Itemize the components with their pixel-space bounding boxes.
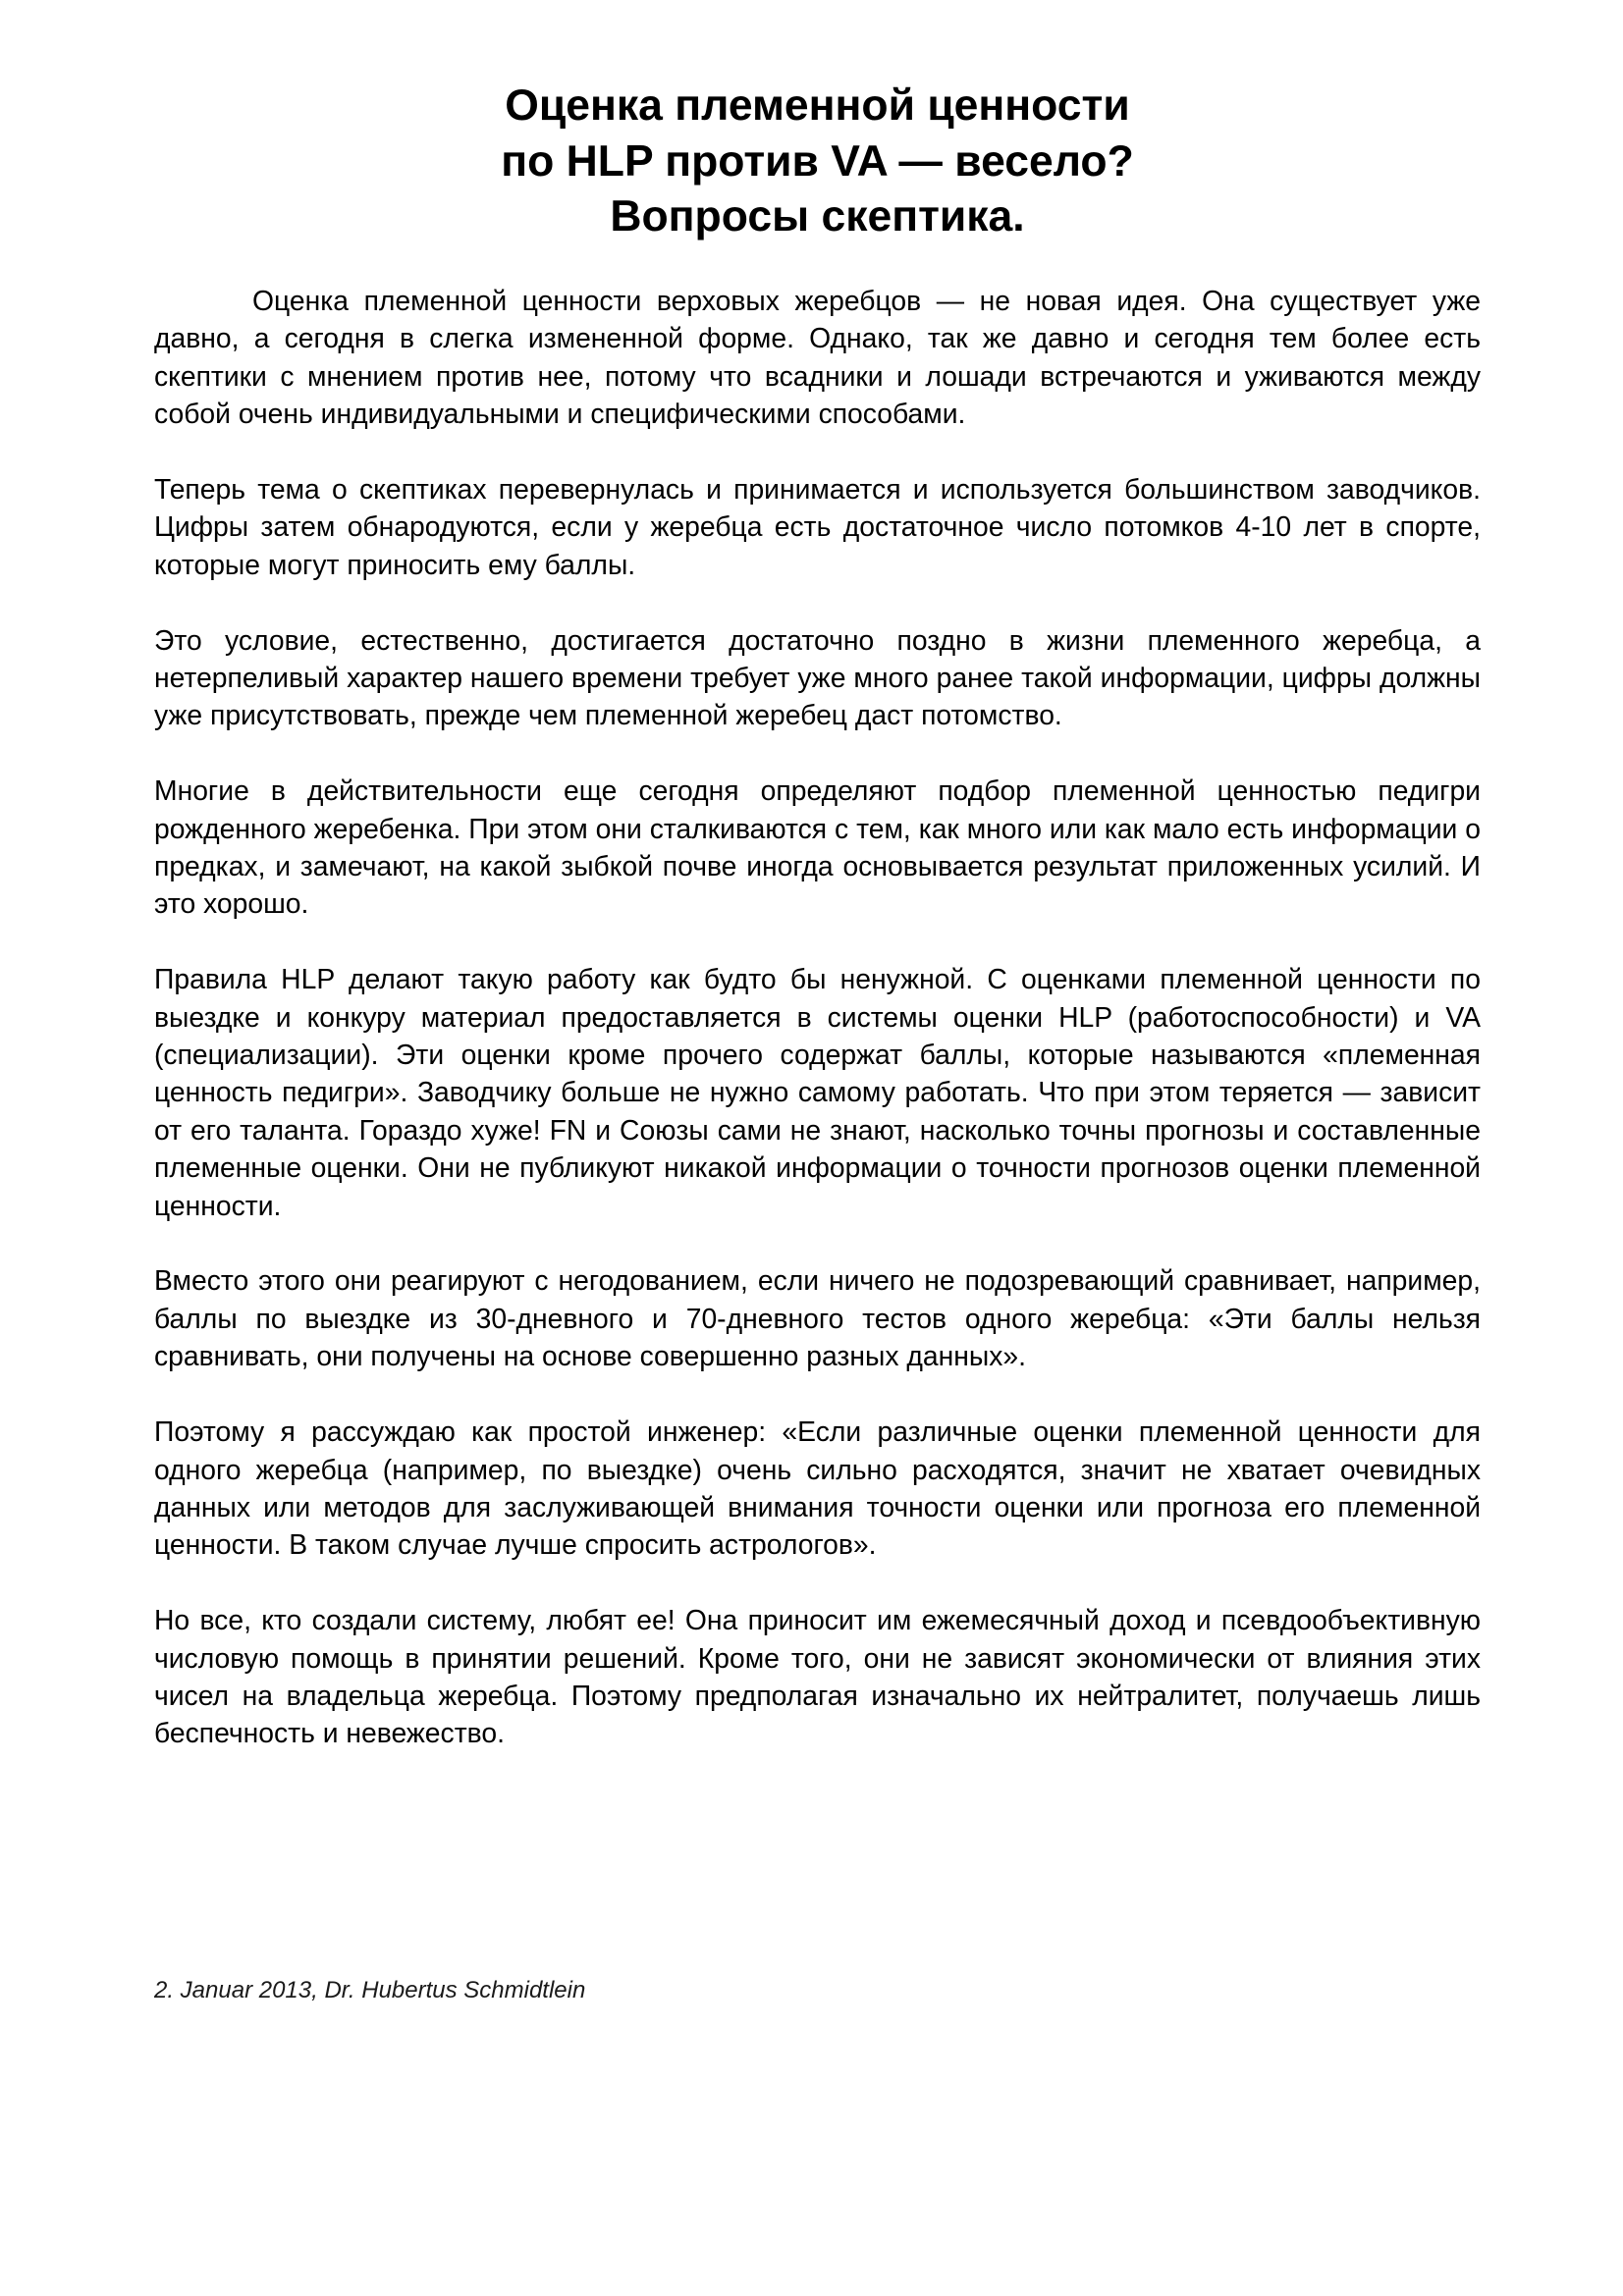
title-line-1: Оценка племенной ценности: [505, 81, 1130, 130]
signature-date-author: 2. Januar 2013, Dr. Hubertus Schmidtlein: [154, 1977, 586, 2003]
paragraph: Правила HLP делают такую работу как будто бы ненужной. С оценками племенной ценности по выездке и конкуру материал предоставляется в системы оценки HLP (работоспособности) и VA (специализации). Эти оценки кроме прочего содержат баллы, которые называются «племенная ценность педигри». Заводчику больше не нужно самому работать. Что при этом теряется — зависит от его таланта. Гораздо хуже! FN и Союзы сами не знают, насколько точны прогнозы и составленные племенные оценки. Они не публикуют никакой информации о точности прогнозов оценки племенной ценности.: [154, 963, 1481, 1221]
paragraph: Но все, кто создали систему, любят ее! Она приносит им ежемесячный доход и псевдообъективную числовую помощь в принятии решений. Кроме того, они не зависят экономически от влияния этих чисел на владельца жеребца. Поэтому предполагая изначально их нейтралитет, получаешь лишь беспечность и невежество.: [154, 1604, 1481, 1749]
document-body: [154, 282, 1481, 1789]
paragraph: Поэтому я рассуждаю как простой инженер: «Если различные оценки племенной ценности для одного жеребца (например, по выездке) очень сильно расходятся, значит не хватает очевидных данных или методов для заслуживающей внимания точности оценки или прогноза его племенной ценности. В таком случае лучше спросить астрологов».: [154, 1415, 1481, 1561]
document-title: [154, 79, 1481, 245]
title-line-3: Вопросы скептика.: [610, 192, 1025, 240]
paragraph-intro: Оценка племенной ценности верховых жеребцов — не новая идея. Она существует уже давно, а сегодня в слегка измененной форме. Однако, так же давно и сегодня тем более есть скептики с мнением против нее, потому что всадники и лошади встречаются и уживаются между собой очень индивидуальными и специфическими способами.: [154, 285, 1481, 430]
paragraph: Теперь тема о скептиках перевернулась и принимается и используется большинством заводчиков. Цифры затем обнародуются, если у жеребца есть достаточное число потомков 4-10 лет в спорте, которые могут приносить ему баллы.: [154, 473, 1481, 580]
paragraph: Вместо этого они реагируют с негодованием, если ничего не подозревающий сравнивает, например, баллы по выездке из 30-дневного и 70-дневного тестов одного жеребца: «Эти баллы нельзя сравнивать, они получены на основе совершенно разных данных».: [154, 1264, 1481, 1372]
paragraph: Это условие, естественно, достигается достаточно поздно в жизни племенного жеребца, а нетерпеливый характер нашего времени требует уже много ранее такой информации, цифры должны уже присутствовать, прежде чем племенной жеребец даст потомство.: [154, 623, 1481, 731]
paragraph: Многие в действительности еще сегодня определяют подбор племенной ценностью педигри рожденного жеребенка. При этом они сталкиваются с тем, как много или как мало есть информации о предках, и замечают, на какой зыбкой почве иногда основывается результат приложенных усилий. И это хорошо.: [154, 774, 1481, 920]
title-line-2: по HLP против VA — весело?: [501, 136, 1134, 186]
